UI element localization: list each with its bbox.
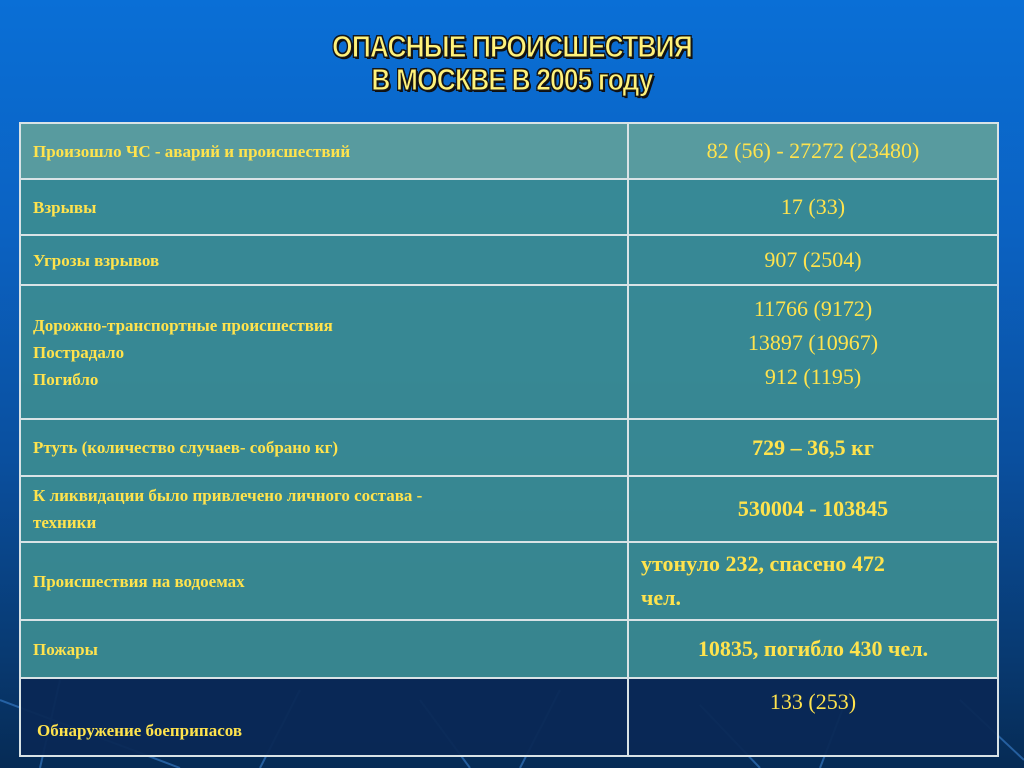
row-value-line: утонуло 232, спасено 472 (641, 551, 885, 576)
table-row (20, 179, 998, 235)
slide-title (77, 30, 947, 96)
table-row (20, 542, 998, 620)
title-line-2: В МОСКВЕ В 2005 году (371, 62, 653, 97)
row-label: Угрозы взрывов (20, 235, 628, 285)
row-value-line: чел. (641, 585, 682, 610)
row-value: 17 (33) (628, 179, 998, 235)
row-value-line: 11766 (9172) (753, 296, 873, 321)
row-label: Происшествия на водоемах (20, 542, 628, 620)
table-row (20, 123, 998, 179)
row-label-line: Дорожно-транспортные происшествия (33, 315, 333, 335)
title-line-1: ОПАСНЫЕ ПРОИСШЕСТВИЯ (332, 29, 692, 64)
row-value: 133 (253) (628, 678, 998, 756)
row-value: 10835, погибло 430 чел. (628, 620, 998, 678)
row-value: 729 – 36,5 кг (628, 419, 998, 476)
row-value: 907 (2504) (628, 235, 998, 285)
row-value: 530004 - 103845 (628, 476, 998, 542)
table-row (20, 285, 998, 419)
row-label: Пожары (20, 620, 628, 678)
row-label (20, 476, 628, 542)
row-label: Ртуть (количество случаев- собрано кг) (20, 419, 628, 476)
row-label: Произошло ЧС - аварий и происшествий (20, 123, 628, 179)
table-row (20, 476, 998, 542)
row-value (628, 542, 998, 620)
row-label: Взрывы (20, 179, 628, 235)
row-label-line: Погибло (33, 369, 99, 389)
row-label (20, 285, 628, 419)
row-label-line: техники (33, 513, 97, 532)
row-value-line: 912 (1195) (764, 364, 862, 389)
table-row (20, 235, 998, 285)
table-row (20, 419, 998, 476)
row-label-line: Пострадало (33, 342, 125, 362)
row-label-line: К ликвидации было привлечено личного состава - (33, 486, 423, 505)
row-label: Обнаружение боеприпасов (20, 678, 628, 756)
table-row (20, 620, 998, 678)
table-row (20, 678, 998, 756)
row-value: 82 (56) - 27272 (23480) (628, 123, 998, 179)
row-value-line: 13897 (10967) (747, 330, 879, 355)
incidents-table (19, 122, 999, 757)
row-value (628, 285, 998, 419)
